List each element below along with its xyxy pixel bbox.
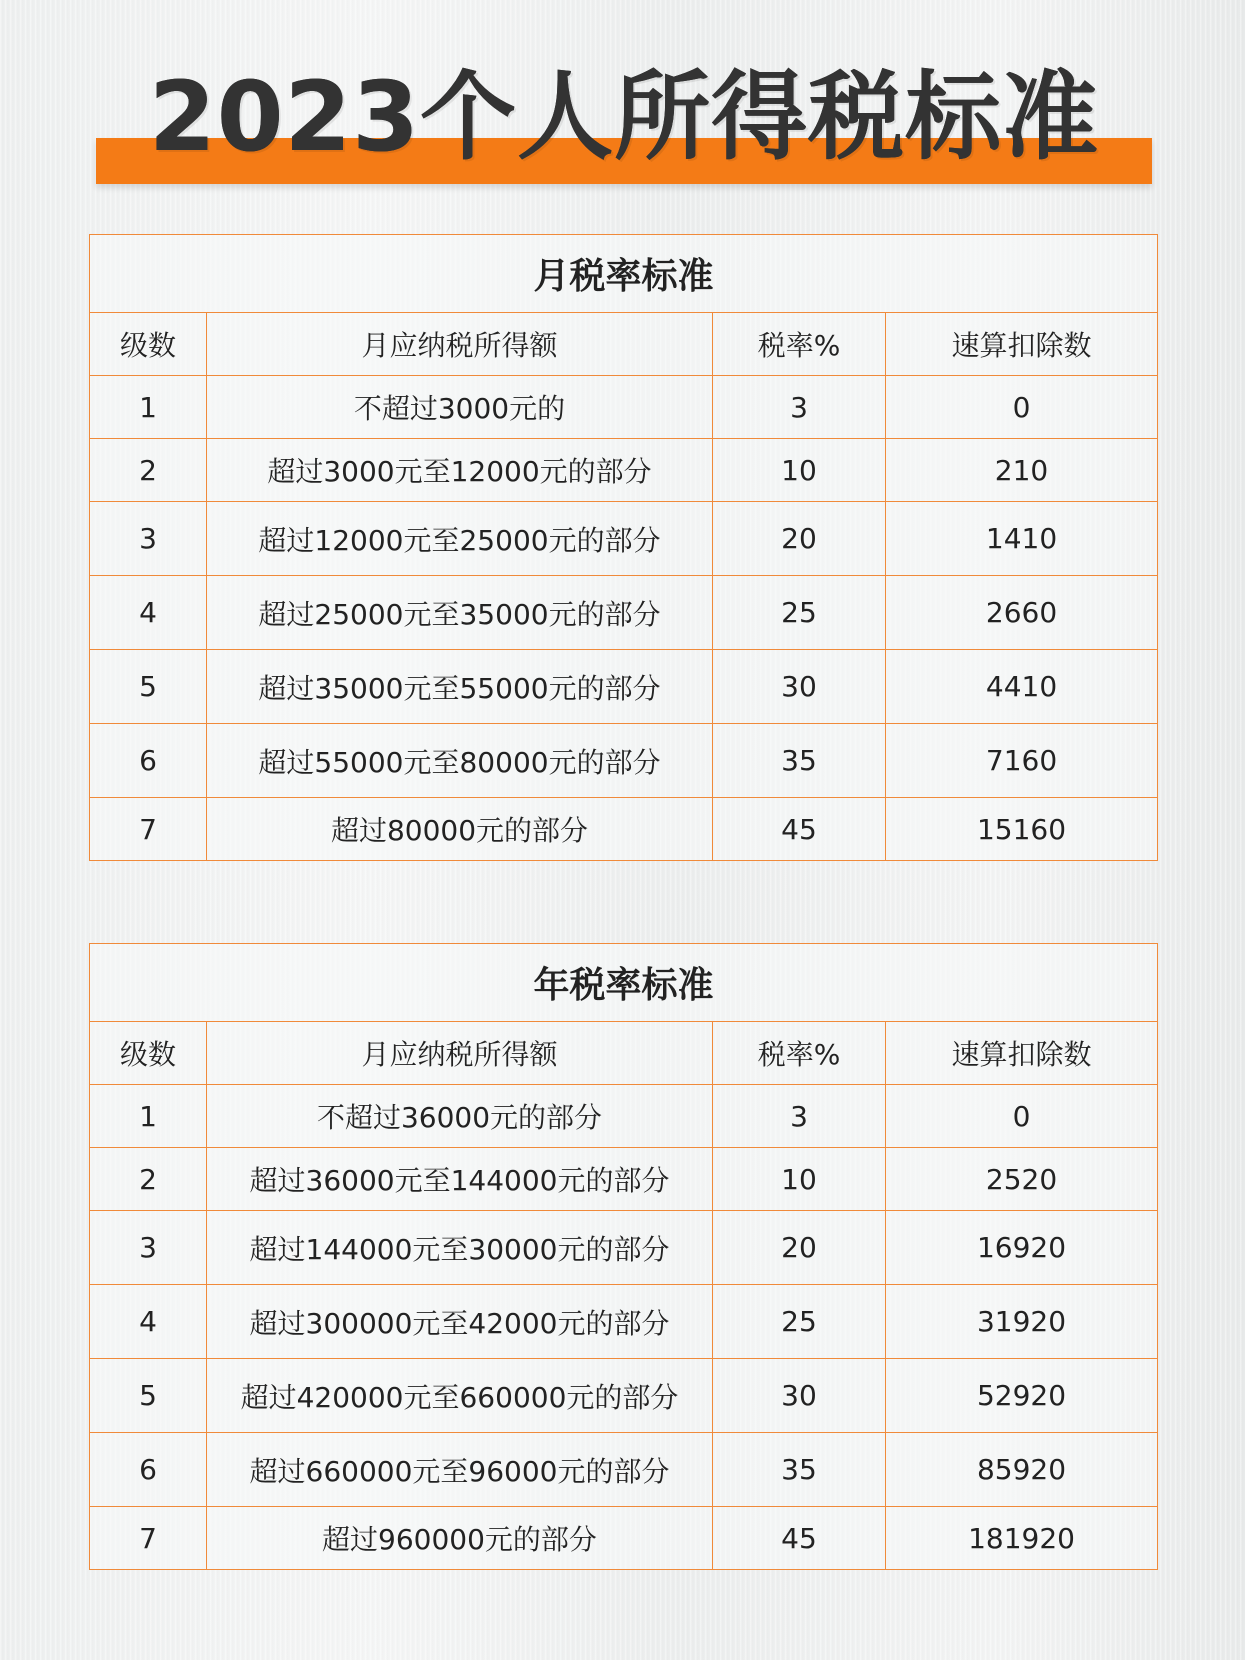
- table-row: [90, 439, 1158, 502]
- level-cell: 4: [90, 576, 207, 650]
- table-caption: 月税率标准: [90, 235, 1158, 313]
- level-cell: 3: [90, 1211, 207, 1285]
- rate-cell: 20: [713, 1211, 886, 1285]
- rate-cell: 10: [713, 439, 886, 502]
- income-range-cell: 超过35000元至55000元的部分: [207, 650, 713, 724]
- income-range-cell: 超过300000元至42000元的部分: [207, 1285, 713, 1359]
- header-cell: 级数: [90, 1022, 207, 1085]
- income-range-cell: 超过80000元的部分: [207, 798, 713, 861]
- table-row: [90, 1211, 1158, 1285]
- income-range-cell: 不超过36000元的部分: [207, 1085, 713, 1148]
- level-cell: 2: [90, 1148, 207, 1211]
- deduction-cell: 0: [886, 1085, 1158, 1148]
- rate-cell: 25: [713, 576, 886, 650]
- header-cell: 税率%: [713, 1022, 886, 1085]
- header-cell: 月应纳税所得额: [207, 313, 713, 376]
- income-range-cell: 超过12000元至25000元的部分: [207, 502, 713, 576]
- level-cell: 6: [90, 724, 207, 798]
- rate-cell: 30: [713, 1359, 886, 1433]
- deduction-cell: 7160: [886, 724, 1158, 798]
- level-cell: 4: [90, 1285, 207, 1359]
- deduction-cell: 4410: [886, 650, 1158, 724]
- table-row: [90, 502, 1158, 576]
- table-row: [90, 1507, 1158, 1570]
- rate-cell: 30: [713, 650, 886, 724]
- header-cell: 速算扣除数: [886, 1022, 1158, 1085]
- income-range-cell: 超过3000元至12000元的部分: [207, 439, 713, 502]
- income-range-cell: 超过25000元至35000元的部分: [207, 576, 713, 650]
- table-row: [90, 376, 1158, 439]
- deduction-cell: 16920: [886, 1211, 1158, 1285]
- table-row: [90, 724, 1158, 798]
- rate-cell: 3: [713, 1085, 886, 1148]
- income-range-cell: 超过144000元至30000元的部分: [207, 1211, 713, 1285]
- table-header-row: [90, 1022, 1158, 1085]
- deduction-cell: 2520: [886, 1148, 1158, 1211]
- page-title: 2023个人所得税标准: [148, 61, 1100, 173]
- income-range-cell: 超过420000元至660000元的部分: [207, 1359, 713, 1433]
- title-banner: [96, 60, 1152, 185]
- annual-tax-table: [89, 943, 1158, 1570]
- table-row: [90, 1148, 1158, 1211]
- table-row: [90, 576, 1158, 650]
- rate-cell: 45: [713, 798, 886, 861]
- deduction-cell: 210: [886, 439, 1158, 502]
- rate-cell: 10: [713, 1148, 886, 1211]
- deduction-cell: 85920: [886, 1433, 1158, 1507]
- deduction-cell: 1410: [886, 502, 1158, 576]
- table-row: [90, 1359, 1158, 1433]
- level-cell: 5: [90, 1359, 207, 1433]
- income-range-cell: 超过55000元至80000元的部分: [207, 724, 713, 798]
- deduction-cell: 52920: [886, 1359, 1158, 1433]
- table-row: [90, 1433, 1158, 1507]
- level-cell: 7: [90, 1507, 207, 1570]
- income-range-cell: 超过960000元的部分: [207, 1507, 713, 1570]
- header-cell: 月应纳税所得额: [207, 1022, 713, 1085]
- level-cell: 5: [90, 650, 207, 724]
- level-cell: 1: [90, 1085, 207, 1148]
- deduction-cell: 2660: [886, 576, 1158, 650]
- table-row: [90, 1285, 1158, 1359]
- rate-cell: 35: [713, 1433, 886, 1507]
- income-range-cell: 超过660000元至96000元的部分: [207, 1433, 713, 1507]
- income-range-cell: 超过36000元至144000元的部分: [207, 1148, 713, 1211]
- table-row: [90, 798, 1158, 861]
- header-cell: 速算扣除数: [886, 313, 1158, 376]
- level-cell: 6: [90, 1433, 207, 1507]
- rate-cell: 25: [713, 1285, 886, 1359]
- income-range-cell: 不超过3000元的: [207, 376, 713, 439]
- level-cell: 2: [90, 439, 207, 502]
- header-cell: 级数: [90, 313, 207, 376]
- table-header-row: [90, 313, 1158, 376]
- table-caption: 年税率标准: [90, 944, 1158, 1022]
- level-cell: 7: [90, 798, 207, 861]
- deduction-cell: 181920: [886, 1507, 1158, 1570]
- table-row: [90, 650, 1158, 724]
- monthly-tax-table: [89, 234, 1158, 861]
- rate-cell: 20: [713, 502, 886, 576]
- deduction-cell: 15160: [886, 798, 1158, 861]
- level-cell: 1: [90, 376, 207, 439]
- rate-cell: 35: [713, 724, 886, 798]
- rate-cell: 45: [713, 1507, 886, 1570]
- header-cell: 税率%: [713, 313, 886, 376]
- deduction-cell: 31920: [886, 1285, 1158, 1359]
- rate-cell: 3: [713, 376, 886, 439]
- table-row: [90, 1085, 1158, 1148]
- deduction-cell: 0: [886, 376, 1158, 439]
- level-cell: 3: [90, 502, 207, 576]
